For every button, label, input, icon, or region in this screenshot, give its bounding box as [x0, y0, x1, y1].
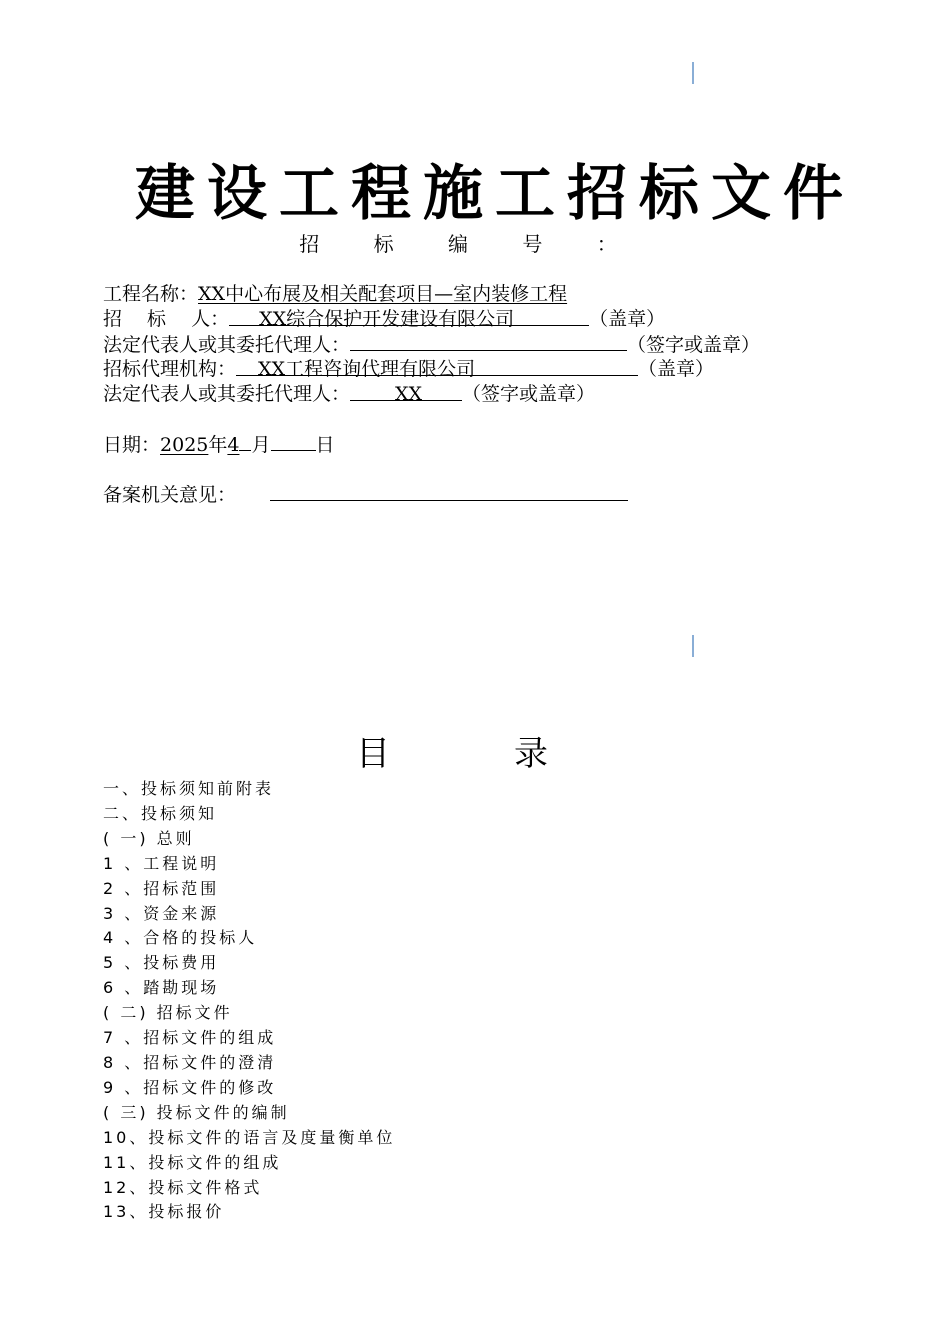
- tender-number-label: 招 标 编 号 ：: [299, 232, 641, 256]
- tenderer-value: XX综合保护开发建设有限公司: [259, 308, 515, 330]
- agency-value: XX工程咨询代理有限公司: [258, 358, 476, 380]
- date-label: 日期：: [103, 434, 161, 456]
- agency-row: [103, 357, 863, 382]
- legal-rep-row: [103, 332, 863, 357]
- toc-item[interactable]: 9 、招标文件的修改: [103, 1077, 277, 1097]
- filing-opinion-label: 备案机关意见：: [103, 484, 237, 506]
- tenderer-seal-note: （盖章）: [589, 308, 666, 330]
- table-of-contents: [103, 777, 395, 1225]
- date-day-unit: 日: [315, 434, 335, 456]
- legal-rep2-label: 法定代表人或其委托代理人：: [103, 383, 351, 405]
- toc-item[interactable]: 2 、招标范围: [103, 878, 220, 898]
- spacer: [103, 407, 863, 432]
- date-year[interactable]: 2025: [160, 434, 209, 456]
- date-month[interactable]: 4: [227, 434, 240, 456]
- legal-rep-field[interactable]: [350, 332, 627, 351]
- toc-item[interactable]: 二、投标须知: [103, 803, 218, 823]
- project-name-value[interactable]: XX中心布展及相关配套项目—室内装修工程: [198, 283, 568, 305]
- toc-item[interactable]: 10、投标文件的语言及度量衡单位: [103, 1127, 396, 1147]
- filing-row: [103, 482, 863, 507]
- legal-rep2-value: XX: [395, 383, 423, 405]
- legal-rep2-sign-note: （签字或盖章）: [462, 383, 596, 405]
- agency-label: 招标代理机构：: [103, 358, 237, 380]
- toc-item[interactable]: 13、投标报价: [103, 1202, 225, 1222]
- legal-rep2-row: [103, 382, 863, 407]
- toc-item[interactable]: 7 、招标文件的组成: [103, 1028, 277, 1048]
- legal-rep2-field[interactable]: [350, 382, 462, 405]
- toc-item[interactable]: 6 、踏勘现场: [103, 978, 220, 998]
- tender-info-block: [103, 282, 863, 507]
- toc-heading-left: 目: [356, 734, 390, 774]
- toc-item[interactable]: ( 三) 投标文件的编制: [103, 1102, 290, 1122]
- toc-item[interactable]: 4 、合格的投标人: [103, 928, 258, 948]
- text-cursor-marker-middle: [692, 635, 694, 657]
- agency-field[interactable]: [236, 357, 638, 380]
- tenderer-row: [103, 307, 863, 332]
- toc-item[interactable]: 3 、资金来源: [103, 903, 220, 923]
- toc-item[interactable]: 5 、投标费用: [103, 953, 220, 973]
- tenderer-field[interactable]: [229, 307, 589, 330]
- toc-item[interactable]: ( 二) 招标文件: [103, 1003, 233, 1023]
- date-row: [103, 432, 863, 457]
- date-year-unit: 年: [208, 434, 228, 456]
- date-day-field[interactable]: [271, 432, 316, 451]
- filing-opinion-field[interactable]: [270, 482, 628, 501]
- toc-item[interactable]: 一、投标须知前附表: [103, 779, 275, 798]
- toc-item[interactable]: 12、投标文件格式: [103, 1177, 263, 1197]
- toc-heading-right: 录: [514, 734, 548, 774]
- project-name-row: [103, 282, 863, 307]
- project-name-label: 工程名称：: [103, 283, 199, 305]
- text-cursor-marker-top: [692, 62, 694, 84]
- date-month-gap: [239, 432, 251, 451]
- toc-item[interactable]: 11、投标文件的组成: [103, 1152, 282, 1172]
- spacer: [103, 457, 863, 482]
- toc-item[interactable]: 1 、工程说明: [103, 853, 220, 873]
- legal-rep-sign-note: （签字或盖章）: [627, 334, 761, 356]
- agency-seal-note: （盖章）: [638, 358, 715, 380]
- legal-rep-label: 法定代表人或其委托代理人：: [103, 334, 351, 356]
- toc-item[interactable]: 8 、招标文件的澄清: [103, 1052, 277, 1072]
- date-month-unit: 月: [251, 434, 271, 456]
- document-title: 建设工程施工招标文件: [135, 159, 855, 229]
- tenderer-label: 招 标 人：: [103, 308, 230, 330]
- toc-item[interactable]: ( 一) 总则: [103, 828, 195, 848]
- toc-heading: [356, 732, 548, 776]
